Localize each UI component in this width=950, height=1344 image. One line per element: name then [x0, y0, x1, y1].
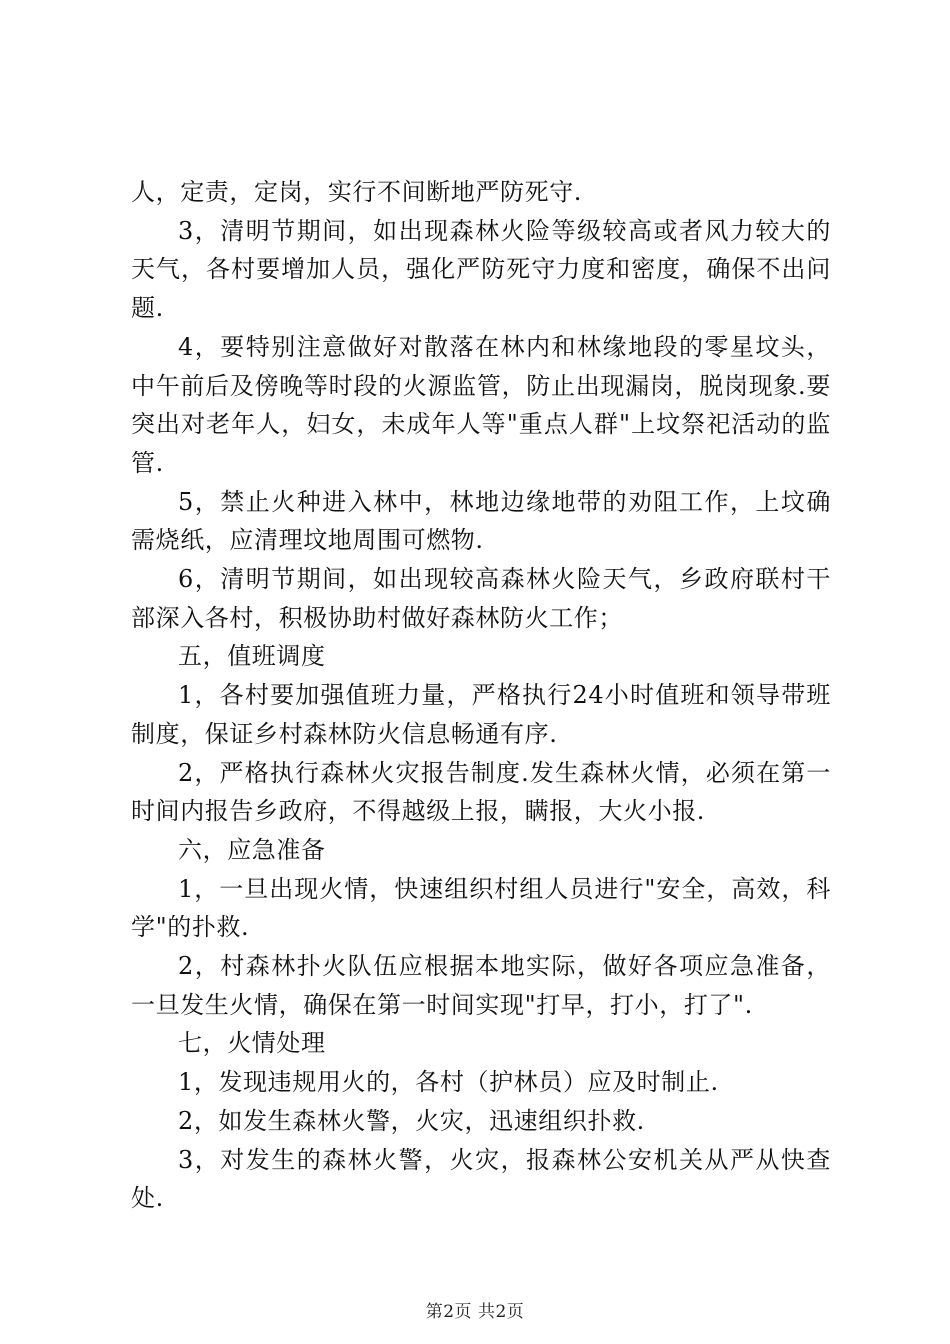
section-heading-5: 五，值班调度 — [178, 642, 326, 671]
paragraph-2: 3，清明节期间，如出现森林火险等级较高或者风力较大的天气，各村要增加人员，强化严防死守力度和密度，确保不出问题. — [131, 216, 831, 323]
section-heading-6: 六，应急准备 — [178, 835, 326, 864]
page-footer: 第2页 共2页 — [425, 1302, 525, 1322]
paragraph-12: 3，对发生的森林火警，火灾，报森林公安机关从严从快查处. — [131, 1145, 831, 1213]
paragraph-11: 2，如发生森林火警，火灾，迅速组织扑救. — [178, 1106, 645, 1135]
paragraph-6: 1，各村要加强值班力量，严格执行24小时值班和领导带班制度，保证乡村森林防火信息畅通有序. — [131, 681, 831, 748]
paragraph-8: 1，一旦出现火情，快速组织村组人员进行"安全，高效，科学"的扑救. — [131, 874, 831, 942]
paragraph-1: 人，定责，定岗，实行不间断地严防死守. — [131, 178, 583, 206]
section-heading-7: 七，火情处理 — [178, 1029, 326, 1058]
paragraph-5: 6，清明节期间，如出现较高森林火险天气，乡政府联村干部深入各村，积极协助村做好森林防火工作； — [131, 565, 831, 632]
paragraph-7: 2，严格执行森林火灾报告制度.发生森林火情，必须在第一时间内报告乡政府，不得越级上报，瞒报，大火小报. — [131, 758, 831, 826]
paragraph-9: 2，村森林扑火队伍应根据本地实际，做好各项应急准备，一旦发生火情，确保在第一时间实现"打早，打小，打了". — [131, 952, 831, 1019]
document-body — [131, 173, 831, 1218]
paragraph-4: 5，禁止火种进入林中，林地边缘地带的劝阻工作，上坟确需烧纸，应清理坟地周围可燃物. — [131, 487, 831, 555]
paragraph-3: 4，要特别注意做好对散落在林内和林缘地段的零星坟头，中午前后及傍晚等时段的火源监管，防止出现漏岗，脱岗现象.要突出对老年人，妇女，未成年人等"重点人群"上坟祭祀活动的监管. — [131, 332, 831, 477]
paragraph-10: 1，发现违规用火的，各村（护林员）应及时制止. — [178, 1068, 719, 1097]
